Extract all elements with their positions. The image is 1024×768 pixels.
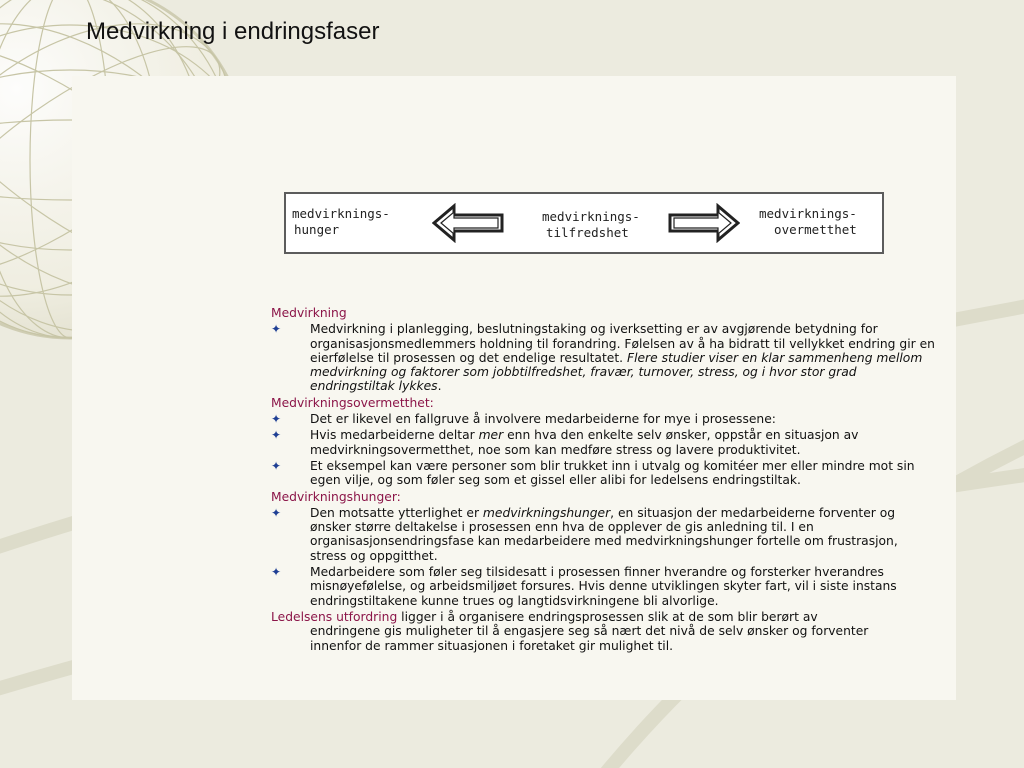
arrow-left-icon [432,203,506,243]
bullet-text-italic: medvirkningshunger [482,505,611,520]
bullet-text-end: . [437,379,442,394]
bullet-text-end: enn hva den enkelte selv ønsker, oppstår en situasjon av medvirkningsovermetthet, noe som kan medføre stress og lavere produktivitet. [310,428,859,457]
body-text [271,306,936,653]
participation-diagram [284,192,884,254]
list-item [271,428,936,457]
diagram-label-overmetthet-line2: overmetthet [774,222,857,237]
leadership-line1: ligger i å organisere endringsprosessen slik at de som blir berørt av [397,609,818,624]
leadership-paragraph [271,610,936,653]
section-heading-overmetthet: Medvirkningsovermetthet: [271,395,434,410]
four-point-star-icon: ✦ [271,458,282,473]
four-point-star-icon: ✦ [271,428,282,443]
bullet-text: Den motsatte ytterlighet er [310,505,483,520]
leadership-line2: endringene gis muligheter til å engasjere seg så nært det nivå de selv ønsker og forventer [310,624,869,639]
bullet-text-end: , en situasjon der medarbeiderne forventer og ønsker større deltakelse i prosessen enn hva de opplever de gis anledning til. I en organisasjonsendringsfase kan medarbeidere med medvirkningshunger fortelle om frustrasjon, stress og oppgitthet. [310,505,898,563]
leadership-line3: innenfor de rammer situasjonen i foretaket gir mulighet til. [310,638,674,653]
section-heading-medvirkning: Medvirkning [271,306,347,320]
diagram-label-tilfredshet-line1: medvirknings- [542,209,640,224]
four-point-star-icon: ✦ [271,412,282,427]
section-heading-hunger: Medvirkningshunger: [271,489,401,504]
diagram-label-overmetthet-line1: medvirknings- [759,206,857,221]
diagram-label-hunger-line1: medvirknings- [292,206,390,221]
four-point-star-icon: ✦ [271,565,282,580]
bullet-text: Medvirkning i planlegging, beslutningstaking og iverksetting er av avgjørende betydning for organisasjonsmedlemmers holdning til forandring. Følelsen av å ha bidratt til vellykket endring gir en eierfølelse til prosessen og det endelige resultatet. [310,322,935,365]
bullet-text-italic: Flere studier viser en klar sammenheng mellom medvirkning og faktorer som jobbtilfredshet, fravær, turnover, stress, og i hvor stor grad endringstiltak lykkes [310,350,923,394]
list-item [271,459,936,488]
arrow-right-icon [666,203,740,243]
diagram-label-overmetthet [759,206,857,238]
diagram-label-hunger [292,206,390,238]
diagram-label-tilfredshet-line2: tilfredshet [546,225,629,240]
diagram-label-tilfredshet [542,209,640,241]
four-point-star-icon: ✦ [271,505,282,520]
list-item [271,565,936,608]
bullet-text: Medarbeidere som føler seg tilsidesatt i prosessen finner hverandre og forsterker hverandres misnøyefølelse, og arbeidsmiljøet forsures. Hvis denne utviklingen skyter fart, vil i siste instans endringstiltakene kunne trues og langtidsvirkningene bli alvorlige. [310,565,897,608]
diagram-label-hunger-line2: hunger [294,222,340,237]
page-title: Medvirkning i endringsfaser [86,18,380,45]
list-item [271,506,936,563]
bullet-text: Et eksempel kan være personer som blir trukket inn i utvalg og komitéer mer eller mindre mot sin egen vilje, og som føler seg som et gissel eller alibi for ledelsens endringstiltak. [310,458,915,488]
bullet-text-italic: mer [478,428,504,443]
leadership-lead: Ledelsens utfordring [271,609,398,624]
list-item [271,412,936,426]
bullet-text: Hvis medarbeiderne deltar [310,428,479,443]
four-point-star-icon: ✦ [271,322,282,337]
bullet-text: Det er likevel en fallgruve å involvere medarbeiderne for mye i prosessene: [310,412,776,427]
list-item [271,322,936,393]
